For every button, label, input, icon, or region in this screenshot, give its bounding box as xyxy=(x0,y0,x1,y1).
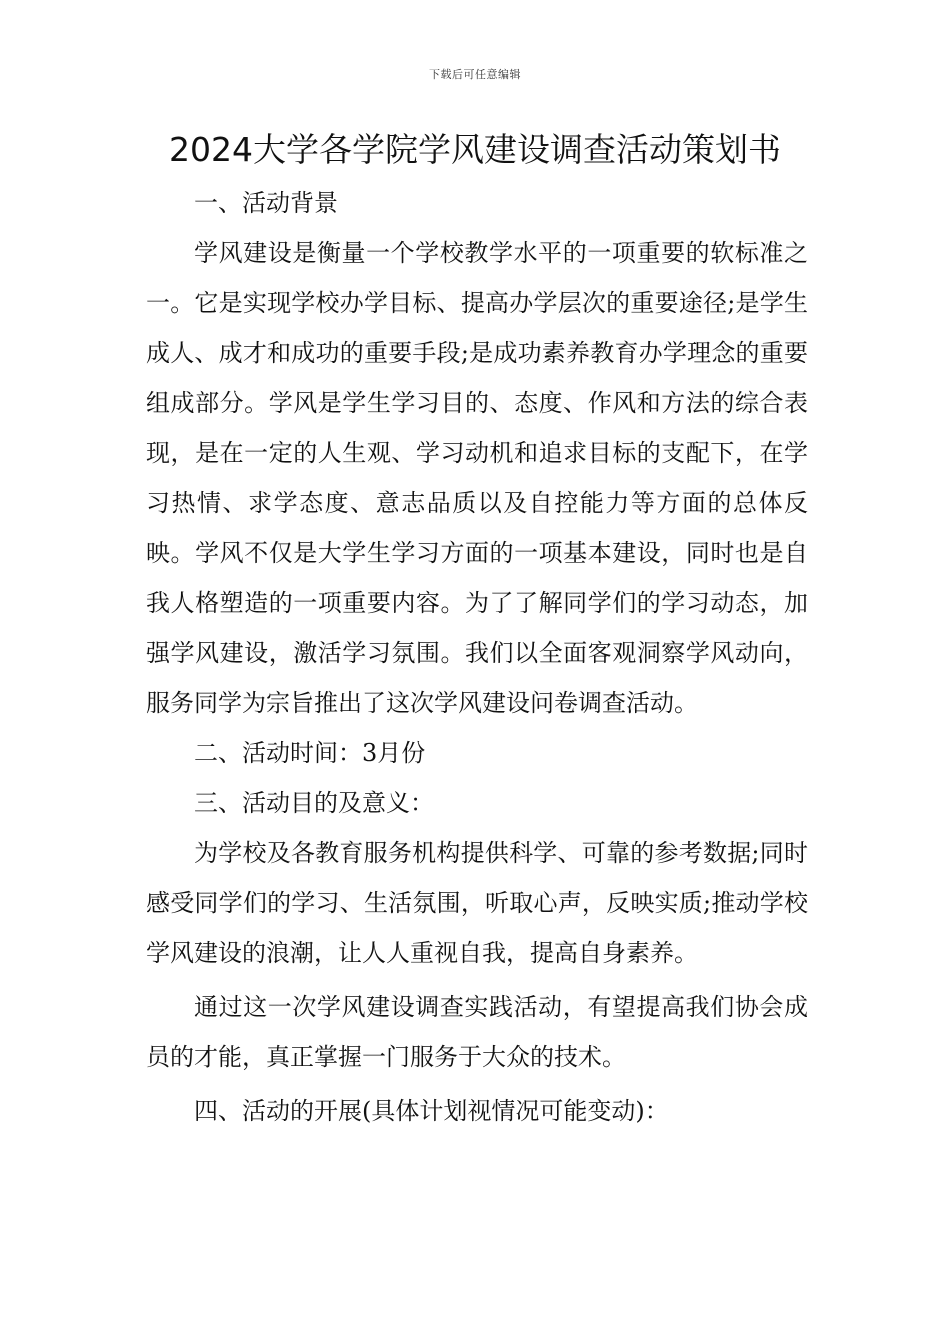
header-note: 下载后可任意编辑 xyxy=(429,68,521,81)
section-heading-purpose: 三、活动目的及意义： xyxy=(194,789,434,817)
document-body xyxy=(146,178,808,1136)
paragraph-background: 学风建设是衡量一个学校教学水平的一项重要的软标准之一。它是实现学校办学目标、提高办学层次的重要途径;是学生成人、成才和成功的重要手段;是成功素养教育办学理念的重要组成部分。学风是学生学习目的、态度、作风和方法的综合表现，是在一定的人生观、学习动机和追求目标的支配下，在学习热情、求学态度、意志品质以及自控能力等方面的总体反映。学风不仅是大学生学习方面的一项基本建设，同时也是自我人格塑造的一项重要内容。为了了解同学们的学习动态，加强学风建设，激活学习氛围。我们以全面客观洞察学风动向，服务同学为宗旨推出了这次学风建设问卷调查活动。 xyxy=(146,239,808,717)
document-title: 2024大学各学院学风建设调查活动策划书 xyxy=(169,130,781,169)
paragraph-expectation: 通过这一次学风建设调查实践活动，有望提高我们协会成员的才能，真正掌握一门服务于大众的技术。 xyxy=(146,993,808,1071)
section-heading-activities: 四、活动的开展(具体计划视情况可能变动)： xyxy=(194,1097,669,1125)
paragraph-purpose: 为学校及各教育服务机构提供科学、可靠的参考数据;同时感受同学们的学习、生活氛围，听取心声，反映实质;推动学校学风建设的浪潮，让人人重视自我，提高自身素养。 xyxy=(146,839,808,967)
section-heading-time: 二、活动时间：3月份 xyxy=(194,739,426,767)
section-heading-background: 一、活动背景 xyxy=(194,189,338,217)
